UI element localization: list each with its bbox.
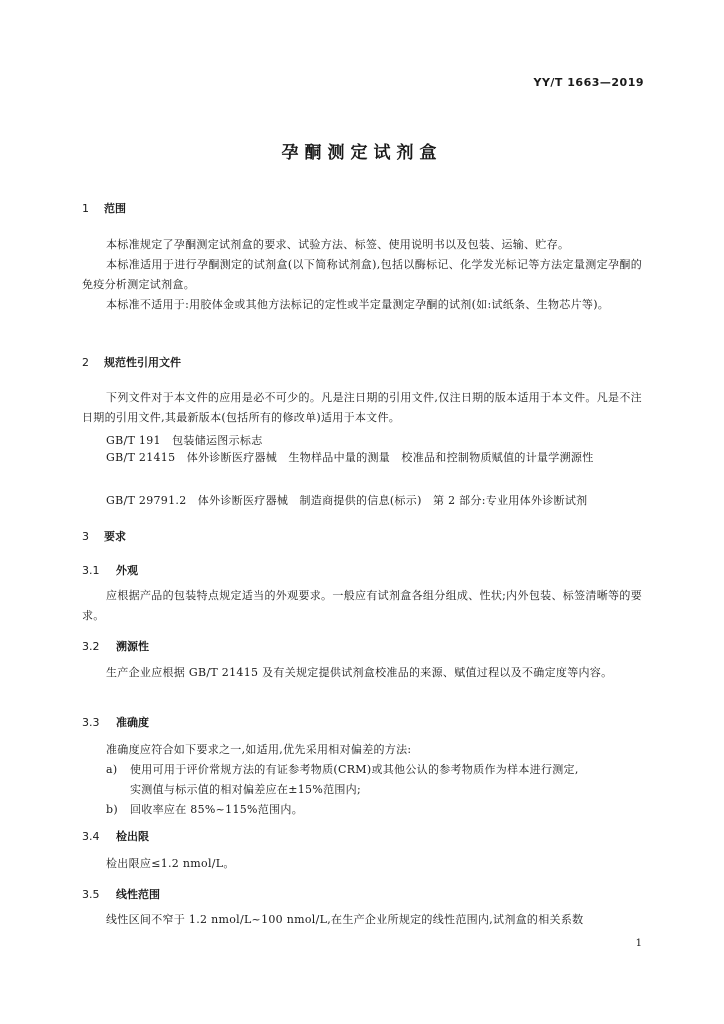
reference-item: GB/T 21415 体外诊断医疗器械 生物样品中量的测量 校准品和控制物质赋值的计量学溯源性 — [106, 451, 594, 464]
section-title: 规范性引用文件 — [104, 356, 181, 369]
subsection-number: 3.3 — [82, 716, 100, 729]
document-title: 孕酮测定试剂盒 — [281, 143, 443, 163]
subsection-number: 3.1 — [82, 564, 100, 577]
list-text: 使用可用于评价常规方法的有证参考物质(CRM)或其他公认的参考物质作为样本进行测定, — [130, 763, 579, 776]
reference-item: GB/T 29791.2 体外诊断医疗器械 制造商提供的信息(标示) 第 2 部分:专业用体外诊断试剂 — [106, 494, 588, 507]
subsection-heading-3-2 — [82, 638, 149, 654]
subsection-number: 3.5 — [82, 888, 100, 901]
paragraph: 准确度应符合如下要求之一,如适用,优先采用相对偏差的方法: — [106, 743, 412, 756]
reference-item: GB/T 191 包装储运图示标志 — [106, 434, 263, 447]
paragraph: 本标准规定了孕酮测定试剂盒的要求、试验方法、标签、使用说明书以及包装、运输、贮存。 — [106, 238, 570, 251]
paragraph: 线性区间不窄于 1.2 nmol/L~100 nmol/L,在生产企业所规定的线性范围内,试剂盒的相关系数 — [106, 913, 584, 926]
subsection-heading-3-1 — [82, 562, 138, 578]
section-heading-3 — [82, 528, 126, 544]
subsection-title: 外观 — [116, 564, 138, 577]
list-text-continued: 实测值与标示值的相对偏差应在±15%范围内; — [130, 783, 361, 796]
list-marker: a) — [106, 763, 118, 776]
subsection-number: 3.4 — [82, 830, 100, 843]
section-heading-1 — [82, 200, 126, 216]
paragraph: 本标准不适用于:用胶体金或其他方法标记的定性或半定量测定孕酮的试剂(如:试纸条、生物芯片等)。 — [106, 298, 610, 311]
list-item-b — [82, 800, 642, 820]
standard-code: YY/T 1663—2019 — [533, 76, 644, 89]
section-number: 1 — [82, 202, 89, 215]
section-number: 2 — [82, 356, 89, 369]
subsection-number: 3.2 — [82, 640, 100, 653]
list-item-a — [82, 760, 642, 800]
paragraph: 生产企业应根据 GB/T 21415 及有关规定提供试剂盒校准品的来源、赋值过程以及不确定度等内容。 — [106, 666, 613, 679]
subsection-heading-3-3 — [82, 714, 149, 730]
paragraph: 应根据产品的包装特点规定适当的外观要求。一般应有试剂盒各组分组成、性状;内外包装、标签清晰等的要求。 — [82, 589, 642, 622]
section-heading-2 — [82, 354, 181, 370]
subsection-title: 溯源性 — [116, 640, 149, 653]
page-number: 1 — [635, 938, 642, 949]
paragraph: 下列文件对于本文件的应用是必不可少的。凡是注日期的引用文件,仅注日期的版本适用于本文件。凡是不注日期的引用文件,其最新版本(包括所有的修改单)适用于本文件。 — [82, 391, 642, 424]
section-title: 要求 — [104, 530, 126, 543]
subsection-title: 线性范围 — [116, 888, 160, 901]
paragraph: 本标准适用于进行孕酮测定的试剂盒(以下简称试剂盒),包括以酶标记、化学发光标记等方法定量测定孕酮的免疫分析测定试剂盒。 — [82, 258, 642, 291]
list-marker: b) — [106, 803, 118, 816]
section-number: 3 — [82, 530, 89, 543]
subsection-heading-3-5 — [82, 886, 160, 902]
paragraph: 检出限应≤1.2 nmol/L。 — [106, 857, 235, 870]
section-title: 范围 — [104, 202, 126, 215]
subsection-title: 准确度 — [116, 716, 149, 729]
subsection-heading-3-4 — [82, 828, 149, 844]
list-text: 回收率应在 85%~115%范围内。 — [130, 803, 304, 816]
subsection-title: 检出限 — [116, 830, 149, 843]
